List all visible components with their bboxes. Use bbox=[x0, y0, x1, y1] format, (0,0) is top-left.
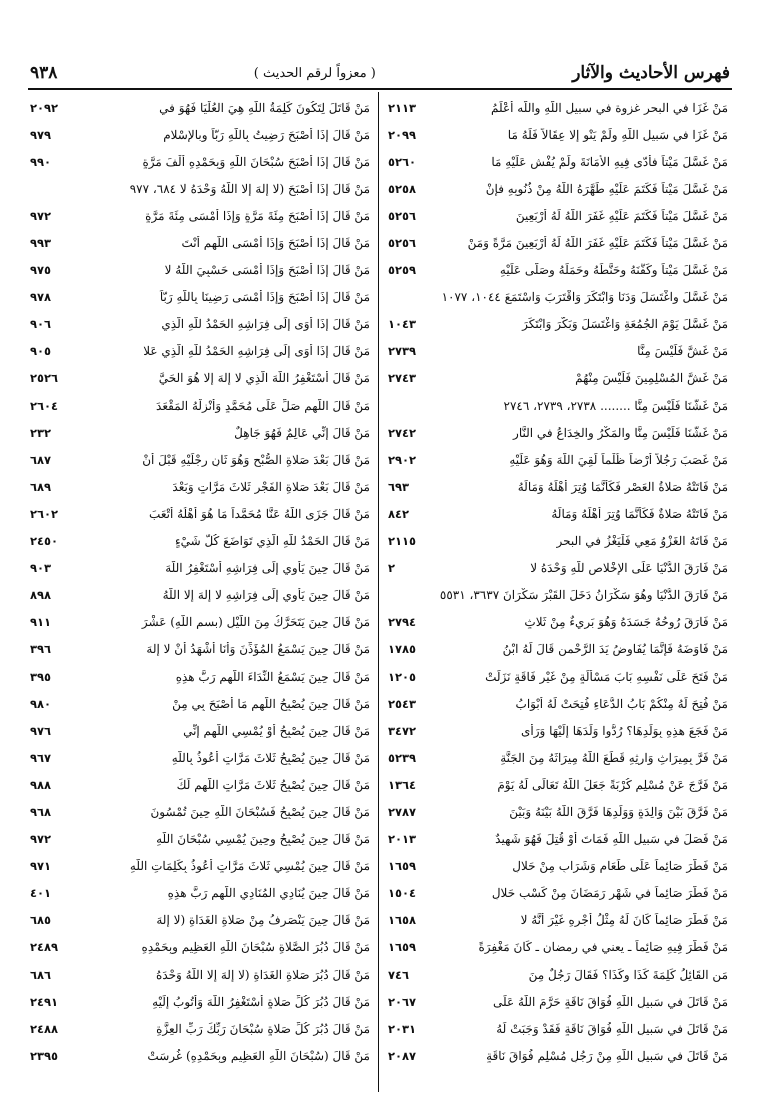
hadith-incipit: مَنْ غَسَّلَ مَيْتاً فَكَتَمَ عَلَيْهِ غَفَرَ اللّهُ لَهُ أرْبَعِينَ bbox=[515, 208, 728, 223]
hadith-number: ٩٠٥ bbox=[30, 344, 52, 359]
hadith-number: ٢٣٩٥ bbox=[30, 1048, 59, 1063]
hadith-incipit: مَنْ قَالَ حِينَ يُصْبِحُ ثَلاثَ مَرَّاتٍ أعُوذُ بِاللّهِ bbox=[171, 750, 370, 765]
hadith-number: ٢٦٠٤ bbox=[30, 398, 59, 413]
index-entry bbox=[388, 582, 728, 609]
hadith-number: ٢٤٥٠ bbox=[30, 534, 59, 549]
index-entry bbox=[30, 853, 370, 880]
index-entry bbox=[388, 880, 728, 907]
hadith-incipit: مَنْ فَجَعَ هذِهِ بِوَلَدِهَا؟ رُدُّوا وَلَدَهَا إلَيْهَا وَرَأى bbox=[520, 723, 728, 738]
hadith-number: ٩٧٨ bbox=[30, 290, 52, 305]
hadith-incipit: مَنْ غَسَّلَ يَوْمَ الجُمُعَةِ وَاغْتَسَلَ وَبَكَّرَ وَابْتَكَرَ bbox=[522, 317, 728, 332]
hadith-number: ٧٤٦ bbox=[388, 967, 410, 982]
hadith-number: ٩٧٢ bbox=[30, 832, 52, 847]
hadith-number: ١٢٠٥ bbox=[388, 669, 417, 684]
hadith-number: ٢٩٠٢ bbox=[388, 452, 417, 467]
hadith-incipit: مَنِ القَائِلُ كَلِمَةَ كَذَا وكَذَا؟ فَقَالَ رَجُلٌ مِنَ bbox=[528, 967, 728, 982]
hadith-incipit: مَنْ غَشَّ المُسْلِمِينَ فَلَيْسَ مِنْهُمْ bbox=[575, 371, 728, 386]
hadith-incipit: مَنْ قَالَ دُبُرَ كُلِّ صَلاةٍ أسْتَغْفِرُ اللّهَ وَأتُوبُ إلَيْهِ bbox=[152, 994, 370, 1009]
hadith-incipit: مَنْ غَسَّلَ مَيْتاً فأدّى فِيهِ الأمَانَةَ ولَمْ يُفْشِ عَلَيْهِ مَا bbox=[491, 154, 728, 169]
index-entry bbox=[388, 473, 728, 500]
index-entry bbox=[30, 148, 370, 175]
index-entry bbox=[30, 582, 370, 609]
hadith-incipit: مَنْ قَالَ دُبُرَ كُلِّ صَلاةٍ سُبْحَانَ رَبِّكَ رَبِّ العِزَّةِ bbox=[156, 1021, 370, 1036]
hadith-incipit: مَنْ قَالَ دُبُرَ صَلاةِ الغَدَاةِ (لا إلهَ إلا اللّهُ وَحْدَهُ bbox=[156, 967, 370, 982]
hadith-incipit: مَنْ فَارَقَ الدُّنْيَا عَلَى الإخْلاصِ للّهِ وَحْدَهُ لا bbox=[530, 561, 728, 576]
index-entry bbox=[30, 934, 370, 961]
hadith-number: ٩٨٨ bbox=[30, 777, 52, 792]
hadith-incipit: مَنْ قَاتَلَ في سَبيلِ اللّهِ فُوَاقَ نَاقَةٍ حَرَّمَ اللّهُ عَلَى bbox=[493, 994, 728, 1009]
index-entry bbox=[388, 555, 728, 582]
hadith-number: ٢٠١٣ bbox=[388, 832, 417, 847]
index-entry bbox=[388, 988, 728, 1015]
index-entry bbox=[30, 175, 370, 202]
hadith-number: ٨٤٢ bbox=[388, 506, 410, 521]
hadith-incipit: مَنْ قَالَ إذَا أوَى إلَى فِرَاشِهِ الحَمْدُ للّهِ الَّذِي عَلا bbox=[143, 344, 370, 359]
hadith-incipit: مَنْ قَالَ حِينَ يُصْبِحُ وحِينَ يُمْسِي سُبْحَانَ اللّهِ bbox=[156, 832, 370, 847]
hadith-incipit: مَنْ قَاتَلَ في سَبيلِ اللّهِ فُوَاقَ نَاقَةٍ فَقَدْ وَجَبَتْ لَهُ bbox=[496, 1021, 728, 1036]
hadith-incipit: مَنْ قَالَ حِينَ يُنَادِي المُنَادِي اللّهم رَبَّ هذِهِ bbox=[167, 886, 370, 901]
index-entry bbox=[30, 202, 370, 229]
index-entry bbox=[388, 1042, 728, 1069]
hadith-incipit: مَنْ قَالَ دُبُرَ الصَّلاةِ سُبْحَانَ اللّهِ العَظِيمِ وبِحَمْدِهِ bbox=[141, 940, 370, 955]
hadith-incipit: مَنْ غَسَّلَ مَيْتاً فَكَتَمَ عَلَيْهِ غَفَرَ اللّهُ لَهُ أرْبَعِينَ مَرَّةً وَمَنْ bbox=[467, 236, 728, 251]
hadith-incipit: مَنْ قَالَ حِينَ يَسْمَعُ المُؤَذِّنَ وَأنَا أشْهَدُ أنْ لا إلهَ bbox=[146, 642, 370, 657]
hadith-number: ١٧٨٥ bbox=[388, 642, 417, 657]
index-entry bbox=[30, 663, 370, 690]
hadith-incipit: مَنْ قَالَ حِينَ يَأْوِي إلَى فِرَاشِهِ أسْتَغْفِرُ اللّهَ bbox=[165, 561, 370, 576]
hadith-number: ٢ bbox=[388, 561, 396, 576]
hadith-number: ٦٨٩ bbox=[30, 479, 52, 494]
hadith-incipit: مَنْ غَسَّلَ مَيْتاً فَكَتَمَ عَلَيْهِ طَهَّرَهُ اللّهُ مِنْ ذُنُوبِهِ فإنْ bbox=[485, 181, 728, 196]
index-entry bbox=[388, 771, 728, 798]
hadith-incipit: مَنْ قَالَ أسْتَغْفِرُ اللّهَ الَّذِي لا إلهَ إلا هُوَ الحَيَّ bbox=[158, 371, 370, 386]
hadith-number: ١٣٦٤ bbox=[388, 777, 417, 792]
hadith-incipit: مَنْ قَالَ حِينَ يُصْبِحُ فَسُبْحَانَ اللّهِ حِينَ تُمْسُونَ bbox=[150, 804, 370, 819]
hadith-incipit: مَنْ غَسَّلَ مَيْتاً وكَفَّنَهُ وحَنَّطَهُ وحَمَلَهُ وصَلَّى عَلَيْهِ bbox=[499, 263, 728, 278]
column-divider bbox=[378, 92, 379, 1092]
hadith-incipit: مَنْ قَاتَلَ في سَبيلِ اللّهِ مِنْ رَجُلٍ مُسْلِمٍ فُوَاقَ نَاقَةٍ bbox=[486, 1048, 728, 1063]
hadith-number: ٥٢٣٩ bbox=[388, 750, 417, 765]
hadith-incipit: مَنْ قَالَ الحَمْدُ للّهِ الَّذِي تَوَاضَعَ كُلُّ شَيْءٍ bbox=[174, 534, 370, 549]
hadith-number: ٢١١٣ bbox=[388, 100, 417, 115]
index-entry bbox=[388, 907, 728, 934]
hadith-incipit: مَنْ فَطَّرَ صَائِماً في شَهْرِ رَمَضَانَ مِنْ كَسْبٍ حَلالٍ bbox=[491, 886, 728, 901]
index-entry bbox=[388, 311, 728, 338]
hadith-incipit: مَنْ فَرَّجَ عَنْ مُسْلِمٍ كُرْبَةً جَعَلَ اللّهُ تَعَالَى لَهُ يَوْمَ bbox=[497, 777, 728, 792]
index-entry bbox=[388, 338, 728, 365]
hadith-incipit: مَنْ غَشَّنَا فَلَيْسَ مِنَّا والمَكْرُ والخِدَاعُ في النَّارِ bbox=[513, 425, 728, 440]
hadith-number: ٩٩٠ bbox=[30, 154, 52, 169]
hadith-incipit: مَنْ فُتِحَ لَهُ مِنْكُمْ بَابُ الدُّعَاءِ فُتِحَتْ لَهُ أبْوَابُ bbox=[515, 696, 728, 711]
hadith-incipit: مَنْ قَالَ حِينَ يُصْبِحُ اللّهم مَا أصْبَحَ بِي مِنْ bbox=[172, 696, 370, 711]
hadith-number: ٢٠٦٧ bbox=[388, 994, 417, 1009]
index-entry bbox=[388, 284, 728, 311]
hadith-incipit: مَنْ فَارَقَ رُوحُهُ جَسَدَهُ وَهُوَ بَرِيءٌ مِنْ ثَلاثٍ bbox=[524, 615, 728, 630]
hadith-number: ٦٨٦ bbox=[30, 967, 52, 982]
hadith-incipit: مَنْ غَزَا في سَبيلِ اللّهِ ولَمْ يَنْوِ إلا عِقَالاً فَلَهُ مَا bbox=[507, 127, 728, 142]
hadith-incipit: مَنْ فَاتَتْهُ صَلاةٌ فَكَأنَّمَا وُتِرَ أهْلَهُ وَمَالَهُ bbox=[551, 506, 728, 521]
hadith-number: ٩٦٨ bbox=[30, 804, 52, 819]
index-entry bbox=[30, 365, 370, 392]
hadith-number: ١٠٤٣ bbox=[388, 317, 417, 332]
index-entry bbox=[30, 798, 370, 825]
hadith-incipit: مَنْ فَصَلَ في سَبيلِ اللّهِ فَمَاتَ أوْ قُتِلَ فَهُوَ شَهِيدٌ bbox=[495, 832, 728, 847]
hadith-number: ٢٠٩٩ bbox=[388, 127, 417, 142]
hadith-number: ١٦٥٩ bbox=[388, 859, 417, 874]
index-entry bbox=[30, 446, 370, 473]
index-entry bbox=[30, 609, 370, 636]
index-entry bbox=[388, 419, 728, 446]
index-entry bbox=[388, 961, 728, 988]
hadith-incipit: مَنْ قَالَ إذَا أصْبَحَ وَإذَا أمْسَى حَسْبِيَ اللّهُ لا bbox=[164, 263, 370, 278]
index-entry bbox=[30, 880, 370, 907]
hadith-number: ٥٢٥٦ bbox=[388, 208, 417, 223]
index-entry bbox=[30, 94, 370, 121]
index-entry bbox=[388, 148, 728, 175]
hadith-incipit: مَنْ قَالَ إذَا أصْبَحَ رَضِيتُ بِاللّهِ رَبّاً وبالإسْلامِ bbox=[163, 127, 370, 142]
hadith-number: ٨٩٨ bbox=[30, 588, 52, 603]
hadith-number: ٢٧٨٧ bbox=[388, 804, 417, 819]
hadith-number: ٢٠٣١ bbox=[388, 1021, 417, 1036]
index-entry bbox=[388, 94, 728, 121]
hadith-number: ٥٢٥٨ bbox=[388, 181, 417, 196]
hadith-incipit: مَنْ قَالَ إذَا أصْبَحَ (لا إلهَ إلا اللّهُ وَحْدَهُ لا ٦٨٤، ٩٧٧ bbox=[129, 181, 370, 196]
hadith-incipit: مَنْ قَالَ جَزَى اللّهُ عَنَّا مُحَمَّداً مَا هُوَ أهْلُهُ أتْعَبَ bbox=[149, 506, 370, 521]
index-entry bbox=[30, 229, 370, 256]
index-entry bbox=[30, 500, 370, 527]
hadith-incipit: مَنْ قَالَ حِينَ يَأْوِي إلَى فِرَاشِهِ لا إلهَ إلا اللّهُ bbox=[162, 588, 370, 603]
hadith-number: ٣٩٦ bbox=[30, 642, 52, 657]
hadith-incipit: مَنْ قَالَ إذَا أصْبَحَ وَإذَا أمْسَى رَضِينَا بِاللّهِ رَبّاً bbox=[159, 290, 370, 305]
hadith-number: ٩٨٠ bbox=[30, 696, 52, 711]
hadith-incipit: مَنْ قَالَ حِينَ يُمْسِي ثَلاثَ مَرَّاتٍ أعُوذُ بِكَلِمَاتِ اللّهِ bbox=[129, 859, 370, 874]
hadith-number: ٢٧٤٢ bbox=[388, 425, 417, 440]
index-entry bbox=[30, 826, 370, 853]
index-entry bbox=[30, 528, 370, 555]
hadith-incipit: مَنْ فَرَّقَ بَيْنَ وَالِدَةٍ وَوَلَدِهَا فَرَّقَ اللّهُ بَيْنَهُ وَبَيْنَ bbox=[509, 804, 728, 819]
hadith-number: ٩٧٩ bbox=[30, 127, 52, 142]
hadith-number: ٥٢٦٠ bbox=[388, 154, 417, 169]
hadith-number: ٢٤٨٨ bbox=[30, 1021, 59, 1036]
hadith-number: ٩١١ bbox=[30, 615, 52, 630]
hadith-number: ١٦٥٩ bbox=[388, 940, 417, 955]
hadith-number: ١٥٠٤ bbox=[388, 886, 417, 901]
hadith-incipit: مَنْ فَارَقَ الدُّنْيَا وهُوَ سَكْرَانُ دَخَلَ القَبْرَ سَكْرَانَ ٣٦٣٧، ٥٥٣١ bbox=[439, 588, 728, 603]
hadith-number: ٢٠٩٢ bbox=[30, 100, 59, 115]
index-entry bbox=[30, 473, 370, 500]
hadith-incipit: مَنْ قَالَ حِينَ يَنْصَرِفُ مِنْ صَلاةِ الغَدَاةِ (لا إلهَ bbox=[156, 913, 370, 928]
hadith-incipit: مَنْ قَالَ حِينَ يَتَحَرَّكُ مِنَ اللَّيْلِ (بسمِ اللّهِ) عَشْرَ bbox=[141, 615, 370, 630]
index-entry bbox=[388, 257, 728, 284]
index-entry bbox=[388, 609, 728, 636]
index-entry bbox=[388, 853, 728, 880]
hadith-number: ٣٩٥ bbox=[30, 669, 52, 684]
hadith-incipit: مَنْ غَسَّلَ واغْتَسَلَ وَدَنَا وَابْتَكَرَ وَاقْتَرَبَ وَاسْتَمَعَ ١٠٤٤، ١٠٧٧ bbox=[441, 290, 728, 305]
hadith-incipit: مَنْ قَالَ حِينَ يَسْمَعُ النِّدَاءَ اللّهم رَبَّ هذِهِ bbox=[175, 669, 370, 684]
hadith-incipit: مَنْ قَالَ حِينَ يُصْبِحُ أوْ يُمْسِي اللّهم إنِّي bbox=[183, 723, 370, 738]
index-entry bbox=[388, 202, 728, 229]
hadith-number: ٩٠٦ bbox=[30, 317, 52, 332]
hadith-incipit: مَنْ قَالَ إنِّي عَالِمٌ فَهُوَ جَاهِلٌ bbox=[234, 425, 370, 440]
hadith-number: ٦٩٣ bbox=[388, 479, 410, 494]
hadith-number: ٢٧٣٩ bbox=[388, 344, 417, 359]
left-column bbox=[30, 94, 370, 1069]
index-entry bbox=[30, 988, 370, 1015]
header-rule bbox=[28, 88, 732, 90]
page-title: فهرس الأحاديث والآثار bbox=[572, 63, 730, 83]
hadith-incipit: مَنْ قَالَ إذَا أصْبَحَ مِئَةَ مَرَّةٍ وَإذَا أمْسَى مِئَةَ مَرَّةٍ bbox=[145, 208, 370, 223]
index-entry bbox=[30, 257, 370, 284]
index-entry bbox=[30, 1015, 370, 1042]
index-entry bbox=[388, 690, 728, 717]
hadith-number: ٦٨٥ bbox=[30, 913, 52, 928]
hadith-incipit: مَنْ قَالَ بَعْدَ صَلاةِ الفَجْرِ ثَلاثَ مَرَّاتٍ وَبَعْدَ bbox=[172, 479, 370, 494]
hadith-incipit: مَنْ قَالَ إذَا أصْبَحَ سُبْحَانَ اللّهِ وَبِحَمْدِهِ ألْفَ مَرَّةٍ bbox=[142, 154, 370, 169]
hadith-incipit: مَنْ فَاتَهُ الغَزْوُ مَعِي فَلْيَغْزُ في البحرِ bbox=[556, 534, 728, 549]
hadith-number: ٩٩٣ bbox=[30, 236, 52, 251]
hadith-number: ٩٠٣ bbox=[30, 561, 52, 576]
hadith-incipit: مَنْ غَزَا في البحرِ غزوة في سبيلِ اللّهِ واللّه أعْلَمُ bbox=[491, 100, 728, 115]
index-entry bbox=[388, 717, 728, 744]
hadith-incipit: مَنْ قَالَ إذَا أوَى إلَى فِرَاشِهِ الحَمْدُ للّهِ الَّذِي bbox=[161, 317, 370, 332]
hadith-incipit: مَنْ قَالَ حِينَ يُصْبِحُ ثَلاثَ مَرَّاتٍ اللّهم لَكَ bbox=[176, 777, 370, 792]
index-entry bbox=[30, 636, 370, 663]
hadith-incipit: مَنْ فَطَّرَ فِيهِ صَائِماً ـ يعني في رمضان ـ كَانَ مَغْفِرَةً bbox=[478, 940, 728, 955]
hadith-number: ٢٧٩٤ bbox=[388, 615, 417, 630]
index-entry bbox=[388, 798, 728, 825]
hadith-incipit: مَنْ غَشَّنَا فَلَيْسَ مِنَّا ........ ٢٧٣٨، ٢٧٣٩، ٢٧٤٦ bbox=[503, 398, 728, 413]
index-entry bbox=[388, 528, 728, 555]
index-entry bbox=[388, 934, 728, 961]
hadith-incipit: مَنْ قَالَ إذَا أصْبَحَ وَإذَا أمْسَى اللّهم أنْتَ bbox=[181, 236, 370, 251]
index-entry bbox=[30, 392, 370, 419]
hadith-incipit: مَنْ فَرَّ بِمِيرَاثِ وَارِثِهِ قَطَعَ اللّهُ مِيرَاثَهُ مِنَ الجَنَّةِ bbox=[500, 750, 728, 765]
running-header bbox=[30, 60, 730, 86]
hadith-incipit: مَنْ فَاتَتْهُ صَلاةُ العَصْرِ فَكَأنَّمَا وُتِرَ أهْلَهُ وَمَالَهُ bbox=[517, 479, 728, 494]
hadith-number: ٤٠١ bbox=[30, 886, 52, 901]
index-entry bbox=[30, 744, 370, 771]
hadith-number: ٦٨٧ bbox=[30, 452, 52, 467]
hadith-number: ٢٥٢٦ bbox=[30, 371, 59, 386]
index-entry bbox=[388, 446, 728, 473]
hadith-number: ٥٢٥٦ bbox=[388, 236, 417, 251]
hadith-number: ٢٤٩١ bbox=[30, 994, 59, 1009]
hadith-incipit: مَنْ قَاتَلَ لِتَكُونَ كَلِمَةُ اللّهِ هِيَ العُلْيَا فَهُوَ في bbox=[159, 100, 370, 115]
hadith-number: ٥٢٥٩ bbox=[388, 263, 417, 278]
index-entry bbox=[388, 175, 728, 202]
hadith-number: ٢٥٤٣ bbox=[388, 696, 417, 711]
right-column bbox=[388, 94, 728, 1069]
hadith-incipit: مَنْ قَالَ اللّهم صَلِّ عَلَى مُحَمَّدٍ وَأنْزِلْهُ المَقْعَدَ bbox=[156, 398, 370, 413]
index-entry bbox=[30, 121, 370, 148]
hadith-number: ٢٤٨٩ bbox=[30, 940, 59, 955]
page-number: ٩٣٨ bbox=[30, 63, 58, 83]
index-entry bbox=[388, 826, 728, 853]
hadith-incipit: مَنْ غَشَّ فَلَيْسَ مِنَّا bbox=[637, 344, 728, 359]
hadith-number: ١٦٥٨ bbox=[388, 913, 417, 928]
index-entry bbox=[30, 311, 370, 338]
index-entry bbox=[30, 717, 370, 744]
page-subtitle: ( معزواً لرقم الحديث ) bbox=[253, 65, 376, 81]
hadith-number: ٢١١٥ bbox=[388, 534, 417, 549]
hadith-incipit: مَنْ قَالَ بَعْدَ صَلاةِ الصُّبْحِ وَهُوَ ثَانٍ رِجْلَيْهِ قَبْلَ أنْ bbox=[142, 452, 370, 467]
index-entry bbox=[388, 636, 728, 663]
hadith-number: ٢٣٢ bbox=[30, 425, 52, 440]
hadith-number: ٢٧٤٣ bbox=[388, 371, 417, 386]
hadith-incipit: مَنْ فَتَحَ عَلَى نَفْسِهِ بَابَ مَسْألَةٍ مِنْ غَيْرِ فَاقَةٍ نَزَلَتْ bbox=[485, 669, 728, 684]
hadith-number: ٩٧٢ bbox=[30, 208, 52, 223]
hadith-number: ٢٠٨٧ bbox=[388, 1048, 417, 1063]
index-entry bbox=[388, 121, 728, 148]
index-entry bbox=[388, 365, 728, 392]
index-entry bbox=[30, 1042, 370, 1069]
index-entry bbox=[388, 744, 728, 771]
index-entry bbox=[30, 771, 370, 798]
index-entry bbox=[30, 555, 370, 582]
hadith-incipit: مَنْ قَالَ (سُبْحَانَ اللّهِ العَظِيمِ وبِحَمْدِهِ) غُرِسَتْ bbox=[147, 1048, 370, 1063]
index-entry bbox=[388, 663, 728, 690]
index-entry bbox=[30, 338, 370, 365]
hadith-number: ٩٧٦ bbox=[30, 723, 52, 738]
index-entry bbox=[30, 284, 370, 311]
hadith-number: ٩٧١ bbox=[30, 859, 52, 874]
hadith-number: ٣٤٧٢ bbox=[388, 723, 417, 738]
index-entry bbox=[388, 392, 728, 419]
index-entry bbox=[30, 419, 370, 446]
index-entry bbox=[30, 907, 370, 934]
hadith-incipit: مَنْ فَطَّرَ صَائِماً كَانَ لَهُ مِثْلُ أجْرِهِ غَيْرَ أنَّهُ لا bbox=[520, 913, 728, 928]
hadith-incipit: مَنْ فَاوَضَهُ فَإنَّمَا يُفَاوِضُ يَدَ الرَّحْمنِ قَالَ لَهُ ابْنُ bbox=[502, 642, 728, 657]
hadith-number: ٩٧٥ bbox=[30, 263, 52, 278]
hadith-incipit: مَنْ فَطَّرَ صَائِماً عَلَى طَعَامٍ وَشَرَابٍ مِنْ حَلالٍ bbox=[512, 859, 728, 874]
index-entry bbox=[388, 500, 728, 527]
hadith-number: ٩٦٧ bbox=[30, 750, 52, 765]
hadith-number: ٢٦٠٢ bbox=[30, 506, 59, 521]
index-entry bbox=[30, 690, 370, 717]
index-entry bbox=[388, 229, 728, 256]
hadith-incipit: مَنْ غَصَبَ رَجُلاً أرْضاً ظُلْماً لَقِيَ اللّهَ وَهُوَ عَلَيْهِ bbox=[509, 452, 728, 467]
index-entry bbox=[388, 1015, 728, 1042]
index-entry bbox=[30, 961, 370, 988]
